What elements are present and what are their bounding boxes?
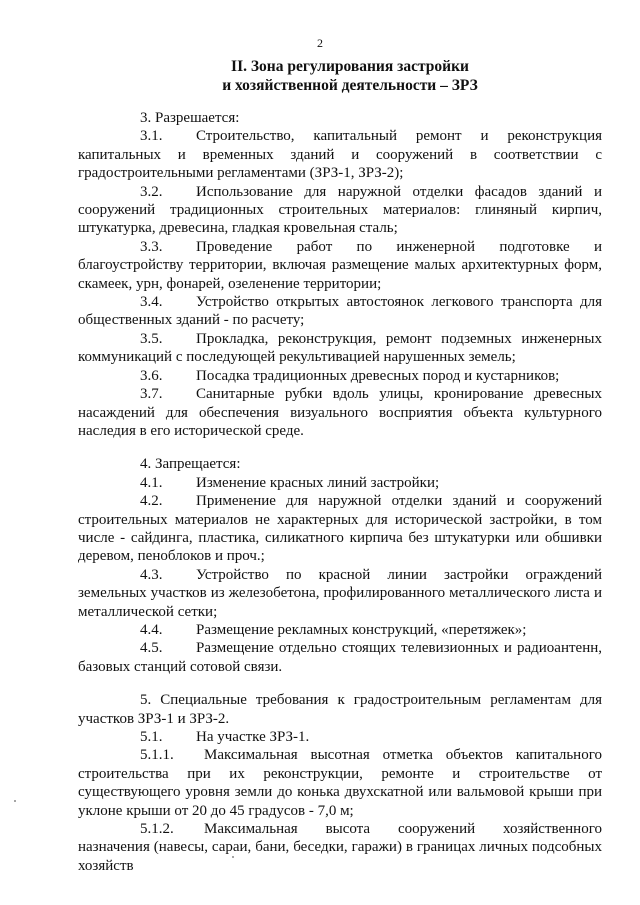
item-number: 3.4. — [140, 294, 163, 311]
item-text: Прокладка, реконструкция, ремонт подземных инженерных коммуникаций с последующей рекультивацией нарушенных земель; — [78, 330, 602, 366]
list-item — [78, 367, 602, 385]
list-item — [78, 566, 602, 621]
item-number: 4.1. — [140, 474, 163, 491]
scan-speck — [14, 800, 16, 802]
list-item — [78, 385, 602, 440]
item-text: Строительство, капитальный ремонт и реконструкция капитальных и временных зданий и сооружений в соответствии с градостроительными регламентами (ЗРЗ-1, ЗРЗ-2); — [78, 128, 602, 182]
item-number: 3.1. — [140, 128, 163, 145]
list-item — [78, 474, 602, 492]
page-number: 2 — [317, 36, 323, 50]
section-gap — [78, 440, 602, 455]
list-item — [78, 330, 602, 367]
item-text: Размещение отдельно стоящих телевизионных и радиоантенн, базовых станций сотовой связи. — [78, 640, 602, 675]
item-text: Максимальная высота сооружений хозяйственного назначения (навесы, сараи, бани, беседки, гаражи) в границах личных подсобных хозяйств — [78, 821, 602, 874]
section-title-line-2: и хозяйственной деятельности – ЗРЗ — [222, 77, 478, 94]
section-title-line-1: II. Зона регулирования застройки — [231, 58, 469, 75]
item-text: На участке ЗРЗ-1. — [196, 729, 310, 745]
item-number: 3.5. — [140, 330, 163, 347]
list-item — [78, 127, 602, 182]
item-text: Посадка традиционных древесных пород и кустарников; — [196, 367, 560, 384]
heading-allowed: 3. Разрешается: — [140, 110, 240, 126]
section-gap — [78, 676, 602, 691]
item-number: 3.2. — [140, 183, 163, 200]
item-number: 4.4. — [140, 621, 163, 638]
list-item — [78, 639, 602, 676]
item-text: Применение для наружной отделки зданий и сооружений строительных материалов не характерных для исторической застройки, в том числе - сайдинга, пластика, силикатного кирпича без штукатурки или обшивки деревом, пеноблоков и проч.; — [78, 493, 602, 565]
item-text: Проведение работ по инженерной подготовке и благоустройству территории, включая размещение малых архитектурных форм, скамеек, урн, фонарей, озеленение территории; — [78, 238, 602, 292]
heading-prohibited: 4. Запрещается: — [140, 456, 241, 473]
item-text: Устройство по красной линии застройки ограждений земельных участков из железобетона, профилированного металлического листа и металлической сетки; — [78, 566, 602, 620]
item-text: Устройство открытых автостоянок легкового транспорта для общественных зданий - по расчету; — [78, 294, 602, 329]
item-text: Размещение рекламных конструкций, «перетяжек»; — [196, 621, 527, 638]
item-number: 5.1. — [140, 729, 163, 745]
item-text: Санитарные рубки вдоль улицы, кронирование древесных насаждений для обеспечения визуального восприятия объекта культурного наследия в его исторической среде. — [78, 386, 602, 439]
item-number: 4.5. — [140, 640, 163, 657]
item-text: Изменение красных линий застройки; — [196, 474, 440, 491]
scan-speck — [232, 856, 234, 858]
list-item — [78, 746, 602, 820]
list-item — [78, 728, 602, 746]
item-number: 3.7. — [140, 386, 163, 403]
item-text: Максимальная высотная отметка объектов капитального строительства при их реконструкции, ремонте и строительстве от существующего уровня земли до конька двухскатной или вальмовой крыши при уклоне крыши от 20 до 45 градусов - 7,0 м; — [78, 747, 602, 819]
list-item — [78, 183, 602, 238]
item-text: Использование для наружной отделки фасадов зданий и сооружений традиционных строительных материалов: глиняный кирпич, штукатурка, древесина, гладкая кровельная сталь; — [78, 183, 602, 237]
item-number: 3.6. — [140, 367, 163, 384]
list-item — [78, 293, 602, 330]
item-number: 4.3. — [140, 566, 163, 583]
section-title — [60, 57, 640, 95]
item-number: 5.1.1. — [140, 747, 174, 764]
heading-special: 5. Специальные требования к градостроительным регламентам для участков ЗРЗ-1 и ЗРЗ-2. — [78, 692, 602, 727]
item-number: 5.1.2. — [140, 821, 174, 838]
document-body — [78, 109, 602, 875]
list-item — [78, 820, 602, 875]
list-item — [78, 621, 602, 639]
item-number: 3.3. — [140, 238, 163, 255]
list-item — [78, 492, 602, 566]
item-number: 4.2. — [140, 493, 163, 510]
list-item — [78, 238, 602, 293]
